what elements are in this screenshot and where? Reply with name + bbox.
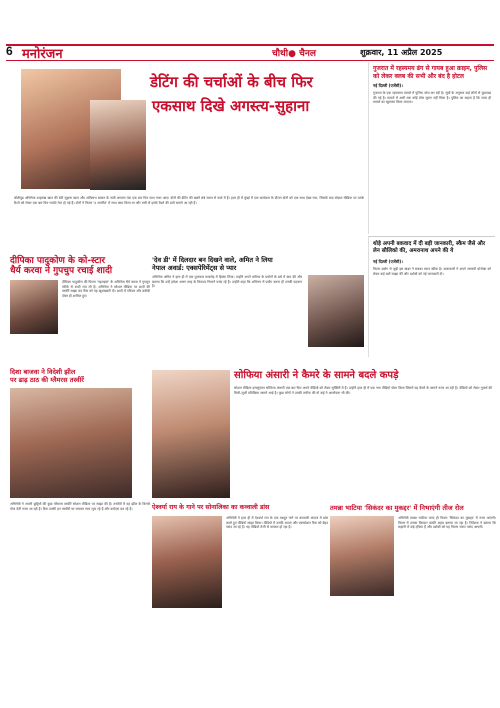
brand-name: चौथी● चैनल (272, 49, 316, 59)
sidebar-mid-headline: थोड़े अपनी बकवाद में दी बड़ी जानकारी, स्कैम जैसे और लेन सौलिको की, अमरानाथ अपने की ये (373, 241, 486, 254)
sofia-photo (152, 370, 230, 498)
sofia-body: सोशल मीडिया इन्फ्लुएंसर सोफिया अंसारी एक बार फिर अपने वीडियो को लेकर सुर्खियों में हैं। उन्होंने हाल ही में एक नया वीडियो पोस्ट किया जिसमें वह कैमरे के सामने नजर आ रही हैं। वीडियो को लेकर यूजर्स की मिली-जुली प्रतिक्रिया सामने आई है। कुछ लोगों ने उनकी तारीफ की तो कई ने आलोचना भी की। (234, 386, 492, 395)
deepika-headline-2: धैर्य करवा ने गुपचुप रचाई शादी (10, 266, 113, 276)
dev-body: अभिनेता अमित ने हाल ही में एक पुरस्कार समारोह में हिस्सा लिया। उन्होंने अपने करियर के प्रयोगों के बारे में बात की और बताया कि उन्हें हमेशा अलग तरह के किरदार निभाने पसंद रहे हैं। उन्होंने कहा कि अभिनय में प्रयोग करना ही उनकी पहचान है। (152, 275, 302, 289)
aishwarya-body: अभिनेत्री ने हाल ही में ऐश्वर्या राय के एक मशहूर गाने पर कव्वाली अंदाज में डांस करते हुए वीडियो साझा किया। वीडियो में उनकी अदाएं और एक्सप्रेशन फैंस को बेहद पसंद आ रहे हैं। यह वीडियो तेजी से वायरल हो रहा है। (226, 516, 328, 530)
disha-headline-1: दिशा बाजवा ने विदेशी झील (10, 368, 76, 376)
disha-body: अभिनेत्री ने अपनी छुट्टियों की कुछ ग्लैमरस तस्वीरें सोशल मीडिया पर साझा की हैं। तस्वीरों में वह झील के किनारे पोज देती नजर आ रही हैं। फैंस उनकी इन तस्वीरों पर जमकर प्यार लुटा रहे हैं और कमेंट्स कर रहे हैं। (10, 502, 150, 511)
page-number: 6 (6, 44, 13, 58)
lead-body: बॉलीवुड अभिनेता शाहरुख खान की बेटी सुहाना खान और अमिताभ बच्चन के नाती अगस्त्य नंदा एक बार फिर साथ नजर आए। दोनों की डेटिंग की खबरें लंबे समय से चर्चा में हैं। हाल ही में मुंबई में एक कार्यक्रम के दौरान दोनों को एक साथ देखा गया, जिसके बाद सोशल मीडिया पर उनके रिश्ते को लेकर एक बार फिर चर्चाएं तेज हो गई हैं। दोनों ने फिल्म 'द आर्चीज' में साथ काम किया था और तभी से इनके रिश्ते की बातें सामने आ रही हैं। (14, 196, 364, 205)
dev-headline-2: नेपाल अवार्ड: एक्सपेरिमेंट्स से प्यार (152, 264, 237, 272)
dev-headline-1: 'देव डी' में दिलदार बन दिखने वाले, अमित ने लिया (152, 256, 273, 264)
aishwarya-story (152, 504, 328, 700)
disha-photo (10, 388, 132, 498)
issue-date: शुक्रवार, 11 अप्रैल 2025 (360, 48, 443, 57)
dev-photo (308, 275, 364, 347)
sidebar-top-body: गुजरात के एक रहस्यमय मामले में पुलिस जांच कर रही है। सूत्रों के अनुसार कई लोगों से पूछताछ की गई है। मामले में अभी तक कोई ठोस सुराग नहीं मिला है। पुलिस का कहना है कि जल्द ही मामले का खुलासा किया जाएगा। (373, 91, 491, 105)
lead-headline-1: डेटिंग की चर्चाओं के बीच फिर (150, 73, 313, 91)
aishwarya-photo (152, 516, 222, 608)
sidebar-mid (368, 236, 495, 357)
section-title: मनोरंजन (22, 47, 63, 62)
tamanna-body: अभिनेत्री तमन्ना भाटिया जल्द ही फिल्म 'सिकंदर का मुकद्दर' में नजर आएंगी। फिल्म में उनका किरदार काफी अहम बताया जा रहा है। निर्देशक ने बताया कि कहानी में कई ट्विस्ट हैं और दर्शकों को यह फिल्म जरूर पसंद आएगी। (398, 516, 496, 530)
lead-photo-inset (90, 100, 146, 190)
sidebar-top-byline: नई दिल्ली (एजेंसी)। (373, 83, 403, 88)
disha-headline-2: पर ढाढ़ ठाठ की ग्लैमरस तस्वीरें (10, 376, 84, 384)
sofia-headline: सोफिया अंसारी ने कैमरे के सामने बदले कपड़े (234, 370, 399, 381)
deepika-photo (10, 280, 58, 334)
sidebar-mid-byline: नई दिल्ली (एजेंसी)। (373, 259, 403, 264)
sidebar-top-headline: गुजरात में रहस्यमय ढंग से गायब हुआ क्राइम, पुलिस को लेकर क्लब की सभी और बंद है होटल (373, 65, 488, 80)
aishwarya-headline: ऐश्वर्या राय के गाने पर सोनालिका का कव्वाली डांस (152, 504, 270, 511)
disha-story (10, 368, 150, 698)
lead-headline-2: एकसाथ दिखे अगस्त्य-सुहाना (152, 97, 310, 115)
deepika-headline-1: दीपिका पादुकोण के को-स्टार (10, 256, 106, 266)
tamanna-headline: तमन्ना भाटिया 'सिकंदर का मुकद्दर' में निभाएंगी तीज रोल (330, 504, 464, 512)
tamanna-story (330, 504, 496, 700)
sidebar-mid-body: फिल्म उद्योग से जुड़ी इस खबर ने सबका ध्यान खींचा है। कलाकारों ने अपने आगामी प्रोजेक्ट को लेकर कई बातें साझा कीं और दर्शकों को नई जानकारी दी। (373, 267, 491, 276)
deepika-body: दीपिका पादुकोण की फिल्म 'गहराइयां' के अभिनेता धैर्य करवा ने गुपचुप तरीके से शादी रचा ली है। अभिनेता ने सोशल मीडिया पर शादी की तस्वीरें साझा कर फैंस को यह खुशखबरी दी। शादी में परिवार और करीबी दोस्त ही शामिल हुए। (62, 280, 150, 298)
tamanna-photo (330, 516, 394, 596)
dev-story (152, 256, 366, 366)
sidebar-top (368, 62, 495, 234)
deepika-story (10, 256, 150, 364)
